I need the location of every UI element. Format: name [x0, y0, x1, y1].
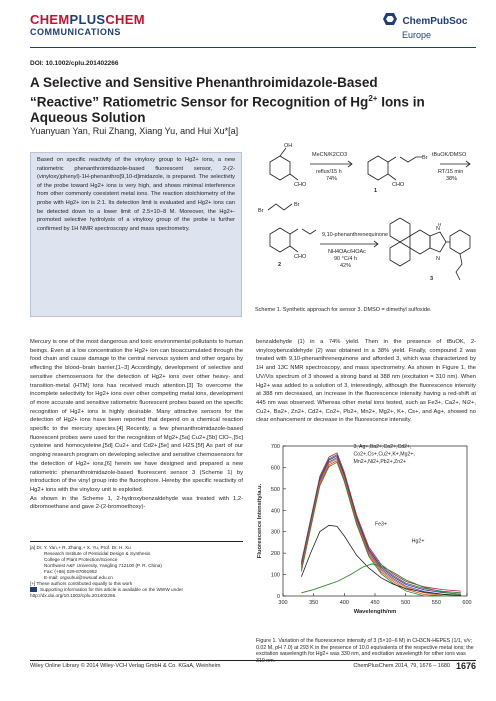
affiliation-line: Fax: (+86) 029-87091952 [44, 569, 98, 574]
label-cho-a: CHO [294, 182, 307, 188]
x-tick-label: 300 [278, 600, 288, 606]
page-number: 1676 [455, 661, 476, 671]
benzene-ring-1 [368, 156, 388, 180]
y-tick-label: 200 [270, 551, 280, 558]
scheme-caption: Scheme 1. Synthetic approach for sensor 3. DMSO = dimethyl sulfoxide. [255, 307, 432, 313]
author-list: Yuanyuan Yan, Rui Zhang, Xiang Yu, and Hui Xu*[a] [30, 126, 239, 136]
body-column-right [256, 338, 476, 425]
series-line-multi-ion [301, 462, 461, 596]
section-label: COMMUNICATIONS [30, 27, 121, 37]
abstract-text: Based on specific reactivity of the vinyloxy group to Hg2+ ions, a new ratiometric phenanthroimidazole-based fluorescent sensor, 2-(2-(vinyloxy)phenyl)-1H-phenanthro[9,10-d]imidazole, is prepared. The selectivity of the probe toward Hg2+ ions is very high, and shows minimal interference from other commonly coexistent metal ions. The reaction stoichiometry of the probe with Hg2+ ion is 2:1. Its detection limit is evaluated and Hg2+ ions can be detected down to a lower limit of 2.5×10−8 M. Moreover, the Hg2+-promoted selective hydrolysis of a vinyloxy group of the probe is further confirmed by 1H NMR spectroscopy and mass spectrometry. [37, 157, 235, 232]
footer-rule [30, 660, 476, 661]
series-line-fe [301, 525, 461, 595]
y-tick-label: 700 [270, 444, 280, 450]
condition-3b: 90 °C/4 h [334, 256, 357, 262]
footer-journal: ChemPlusChem 2014, 79, 1676 – 1680 [353, 663, 450, 669]
condition-2b: 38% [446, 176, 458, 182]
phenanthrene-ring-3 [410, 230, 430, 254]
series-annotation: Hg2+ [411, 538, 425, 545]
label-cho-2: CHO [294, 254, 307, 260]
y-tick-label: 100 [270, 572, 280, 579]
series-annotation: 3, Ag+,Ba2+,Ca2+,Cd2+, [353, 444, 412, 451]
footnotes [30, 545, 243, 599]
label-cho-1: CHO [392, 182, 405, 188]
journal-title: CHEMPLUSCHEM [30, 12, 145, 27]
abstract-box [30, 152, 242, 317]
y-tick-label: 300 [270, 529, 280, 536]
reagent-1: MeCN/K2CO3 [312, 152, 348, 158]
phenanthrene-ring-1 [390, 218, 410, 242]
condition-3c: 42% [340, 263, 352, 269]
affiliation-line: Northwest A&F University, Yangling 712100 (P. R. China) [44, 563, 162, 568]
y-tick-label: 400 [270, 508, 280, 515]
y-tick-label: 600 [270, 465, 280, 472]
y-tick-label: 500 [270, 486, 280, 493]
x-tick-label: 400 [339, 600, 349, 606]
label-nh: N [436, 226, 440, 232]
x-tick-label: 550 [431, 600, 441, 606]
label-br-compound1: Br [422, 155, 428, 161]
condition-1b: 74% [326, 176, 338, 182]
compound-number-3: 3 [430, 276, 434, 282]
header-rule [30, 47, 476, 48]
affiliation-line: Research Institute of Pesticidal Design & Synthesis [44, 551, 151, 556]
label-oh: OH [284, 143, 293, 149]
reaction-scheme [250, 140, 476, 325]
x-axis-label: Wavelength/nm [353, 609, 397, 615]
compound-number-2: 2 [278, 262, 282, 268]
equal-contribution-note: [+] These authors contributed equally to this work [30, 581, 133, 586]
series-annotation: Mn2+,Ni2+,Pb2+,Zn2+ [353, 459, 407, 466]
label-n: N [436, 256, 440, 262]
x-tick-label: 500 [401, 600, 411, 606]
phenyl-ring [450, 230, 470, 254]
chempubsoc-logo-icon [382, 12, 398, 31]
y-tick-label: 0 [276, 594, 280, 600]
y-axis-label: Fluorescence Intensity/a.u. [257, 483, 263, 559]
condition-3a: NH4OAc/HOAc [328, 249, 366, 255]
supporting-info-note[interactable]: Supporting information for this article is available on the WWW under http://dx.doi.org/10.1002/cplu.201402266. [30, 587, 184, 598]
reagent-3: 9,10-phenanthrenequinone [322, 232, 389, 238]
publisher-logo: ChemPubSoc Europe [382, 12, 474, 40]
supporting-info-icon [30, 587, 37, 592]
benzene-ring-2 [270, 228, 290, 252]
label-h: H [438, 222, 442, 227]
label-br-a: Br [258, 208, 264, 214]
affiliation-line: College of Plant Protection/Science [44, 557, 118, 562]
condition-1a: reflux/15 h [316, 169, 342, 175]
body-text-right: benzaldehyde (1) in a 74% yield. Then in the presence of tBuOK, 2-vinyloxybenzaldehyde (2) was obtained in a 38% yield. Finally, compound 2 was treated with 9,10-phenanthrenequinone and afforded 3, which was characterized by 1H and 13C NMR spectroscopy, and mass spectrometry. As shown in Figure 1, the UV/Vis spectrum of 3 showed a strong band at 388 nm (excitation = 310 nm). When Hg2+ was added to a solution of 3, interestingly, although the fluorescence intensity at 388 nm decreased, an increase in the fluorescence intensity having a red-shift at 445 nm was observed. Whereas other metal ions tested, such as Fe3+, Ca2+, Ni2+, Cu2+, Ba2+, Zn2+, Cd2+, Co2+, Pb2+, Mn2+, Mg2+, K+, Cs+, and Ag+, showed no clear enhancement or decrease in the fluorescence intensity. [256, 339, 476, 424]
compound-number-1: 1 [374, 188, 378, 194]
footer-copyright: Wiley Online Library © 2014 Wiley-VCH Verlag GmbH & Co. KGaA, Weinheim [30, 663, 221, 669]
series-annotation: Co2+,Cs+,Cu2+,K+,Mg2+, [353, 451, 415, 458]
footnote-rule [30, 541, 243, 542]
email-link[interactable]: E-mail: orgxuhui@nwsuaf.edu.cn [44, 575, 113, 580]
condition-2a: RT/15 min [438, 169, 464, 175]
benzene-ring-a [270, 156, 290, 180]
article-title: A Selective and Sensitive Phenanthroimidazole-Based “Reactive” Ratiometric Sensor for Recognition of $Hg^{2+}$ Ions in Aqueous Solution [30, 75, 425, 125]
x-tick-label: 450 [370, 600, 380, 606]
footer [30, 663, 476, 669]
fluorescence-chart [253, 438, 477, 638]
label-br-b: Br [294, 202, 300, 208]
series-annotation: Fe3+ [375, 521, 387, 528]
reagent-2: tBuOK/DMSO [432, 152, 467, 158]
body-text-left: Mercury is one of the most dangerous and toxic environmental pollutants to human beings. Even at a low concentration the Hg2+ ion can bioaccumulated through the food chain and cause damage to the central nervous system and other organs by effecting the blood–brain barrier.[1–3] Accordingly, development of selective and sensitive chemosensors for the detection of Hg2+ ions over other heavy- and transition-metal (HTM) ions has received much attention.[3] To overcome the incomplete selectivity for Hg2+ ions over other competing metal ions, development of more accurate and sensitive ratiometric fluorescent probes based on the specific recognition of Hg2+ ions is highly desirable. Many attractive sensors for the detection of Hg2+ ions have been reported that depend on a chemical reaction specific to the mercury species.[4] Recently, a few phenanthroimidazole-based fluorescent probes were used for the recognition of Mg2+,[5a] Cu2+,[5b] ClO−,[5c] cysteine and homocysteine,[5d] Cu2+ and Cd2+,[5e] and H2S.[5f] As part of our ongoing research program on developing selective and sensitive chemosensors for the detection of Hg2+ ions,[6] herein we have designed and prepared a new ratiometric phenanthroimidazole-based fluorescent sensor 3 (Scheme 1) by introduction of the vinyl group into the fluorophore. Hereby the specific reactivity of Hg2+ ions with the vinyloxy unit is exploited. As shown in the Scheme 1, 2-hydroxybenzaldehyde was treated with 1,2-dibromoethane and gave 2-(2-bromoethoxy)- [30, 339, 243, 511]
doi[interactable]: DOI: 10.1002/cplu.201402266 [30, 60, 119, 67]
figure-caption: Figure 1. Variation of the fluorescence intensity of 3 (5×10−6 M) in CH3CN-HEPES (1/1, v/v; 0.02 M, pH 7.0) at 293 K in the presence of 10.0 equivalents of the respective metal ions; the excitation wavelength for Hg2+ was 330 nm, and excitation wavelength for other ions was [256, 638, 474, 658]
imidazole-ring [430, 232, 446, 252]
body-column-left [30, 338, 243, 512]
x-tick-label: 350 [309, 600, 319, 606]
affiliation-names: [a] Dr. Y. Yan,+ R. Zhang,+ X. Yu, Prof. Dr. H. Xu [30, 545, 131, 550]
phenanthrene-ring-2 [390, 242, 410, 266]
x-tick-label: 600 [462, 600, 472, 606]
